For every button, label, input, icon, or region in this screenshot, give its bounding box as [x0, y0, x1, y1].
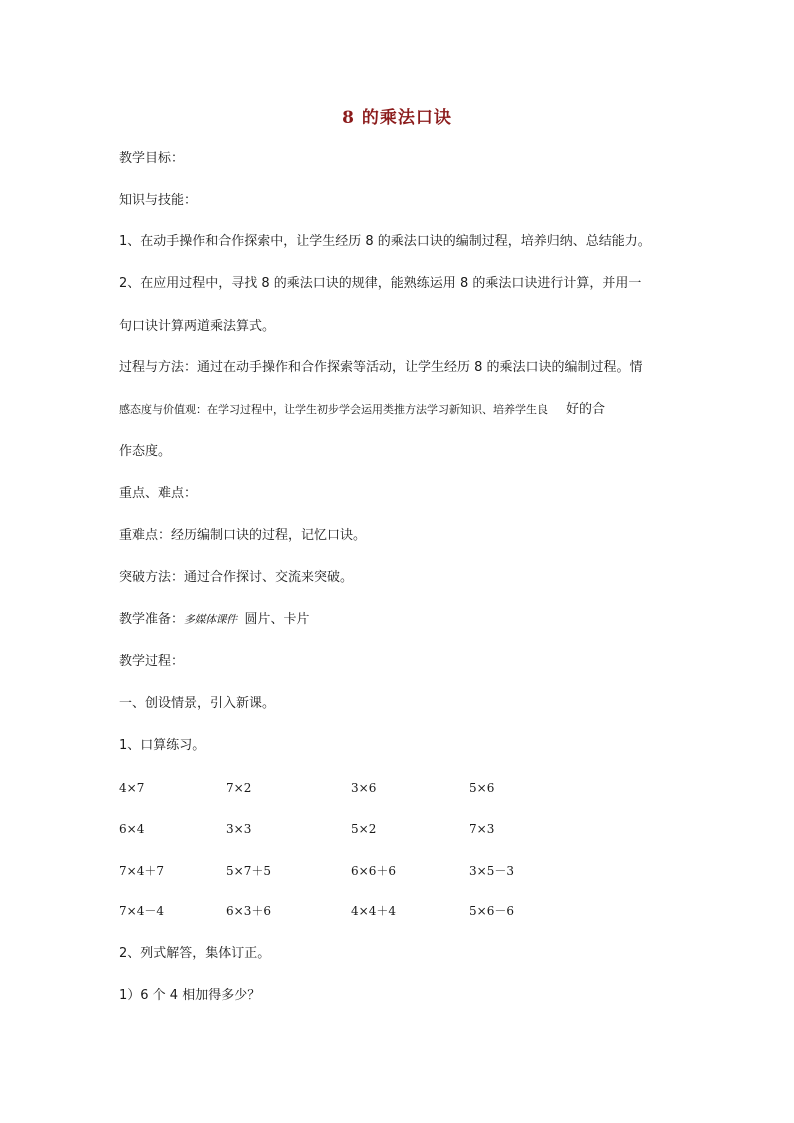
calc-cell: 5×2 [351, 822, 377, 836]
calc-cell: 3×3 [226, 822, 252, 836]
calc-cell: 5×6－6 [469, 904, 514, 918]
breakthrough-text: 突破方法：通过合作探讨、交流来突破。 [119, 570, 354, 585]
calc-cell: 7×4－4 [119, 904, 164, 918]
calc-row [0, 902, 794, 920]
calc-cell: 5×7＋5 [226, 864, 271, 878]
calc-cell: 3×5－3 [469, 864, 514, 878]
calc-cell: 7×4＋7 [119, 864, 164, 878]
attitude-line-2: 作态度。 [119, 444, 172, 459]
calc-cell: 7×3 [469, 822, 495, 836]
calc-row [0, 820, 794, 838]
process-method: 过程与方法：通过在动手操作和合作探索等活动，让学生经历 8 的乘法口诀的编制过程。情 [119, 360, 643, 375]
calc-cell: 6×3＋6 [226, 904, 271, 918]
prep-materials: 圆片、卡片 [244, 612, 310, 627]
teaching-prep [119, 611, 310, 629]
objective-item-2-line-2: 句口诀计算两道乘法算式。 [119, 319, 276, 334]
calc-row [0, 779, 794, 797]
attitude-text-tail: 好的合 [566, 402, 606, 417]
oral-practice-heading: 1、口算练习。 [119, 738, 206, 753]
prep-label: 教学准备： [119, 612, 185, 627]
calc-cell: 4×7 [119, 781, 145, 795]
process-heading: 教学过程： [119, 654, 185, 669]
section-1-heading: 一、创设情景，引入新课。 [119, 696, 276, 711]
objective-item-1: 1、在动手操作和合作探索中，让学生经历 8 的乘法口诀的编制过程，培养归纳、总结能力。 [119, 234, 651, 249]
attitude-text: 感态度与价值观：在学习过程中，让学生初步学会运用类推方法学习新知识、培养学生良 [119, 403, 548, 416]
prep-multimedia: 多媒体课件 [184, 613, 237, 626]
objectives-heading: 教学目标： [119, 151, 185, 166]
keypoints-heading: 重点、难点： [119, 486, 198, 501]
calc-cell: 5×6 [469, 781, 495, 795]
attitude-line-1 [119, 401, 605, 419]
objective-item-2-line-1: 2、在应用过程中，寻找 8 的乘法口诀的规律，能熟练运用 8 的乘法口诀进行计算，并用一 [119, 276, 642, 291]
calc-cell: 4×4＋4 [351, 904, 396, 918]
knowledge-heading: 知识与技能： [119, 193, 198, 208]
keypoints-text: 重难点：经历编制口诀的过程，记忆口诀。 [119, 528, 367, 543]
calc-cell: 6×4 [119, 822, 145, 836]
calc-row [0, 862, 794, 880]
calc-cell: 7×2 [226, 781, 252, 795]
question-1: 1）6 个 4 相加得多少？ [119, 988, 261, 1003]
list-answer-heading: 2、列式解答，集体订正。 [119, 946, 271, 961]
calc-cell: 6×6＋6 [351, 864, 396, 878]
calc-cell: 3×6 [351, 781, 377, 795]
page-title: 8 的乘法口诀 [342, 108, 452, 128]
